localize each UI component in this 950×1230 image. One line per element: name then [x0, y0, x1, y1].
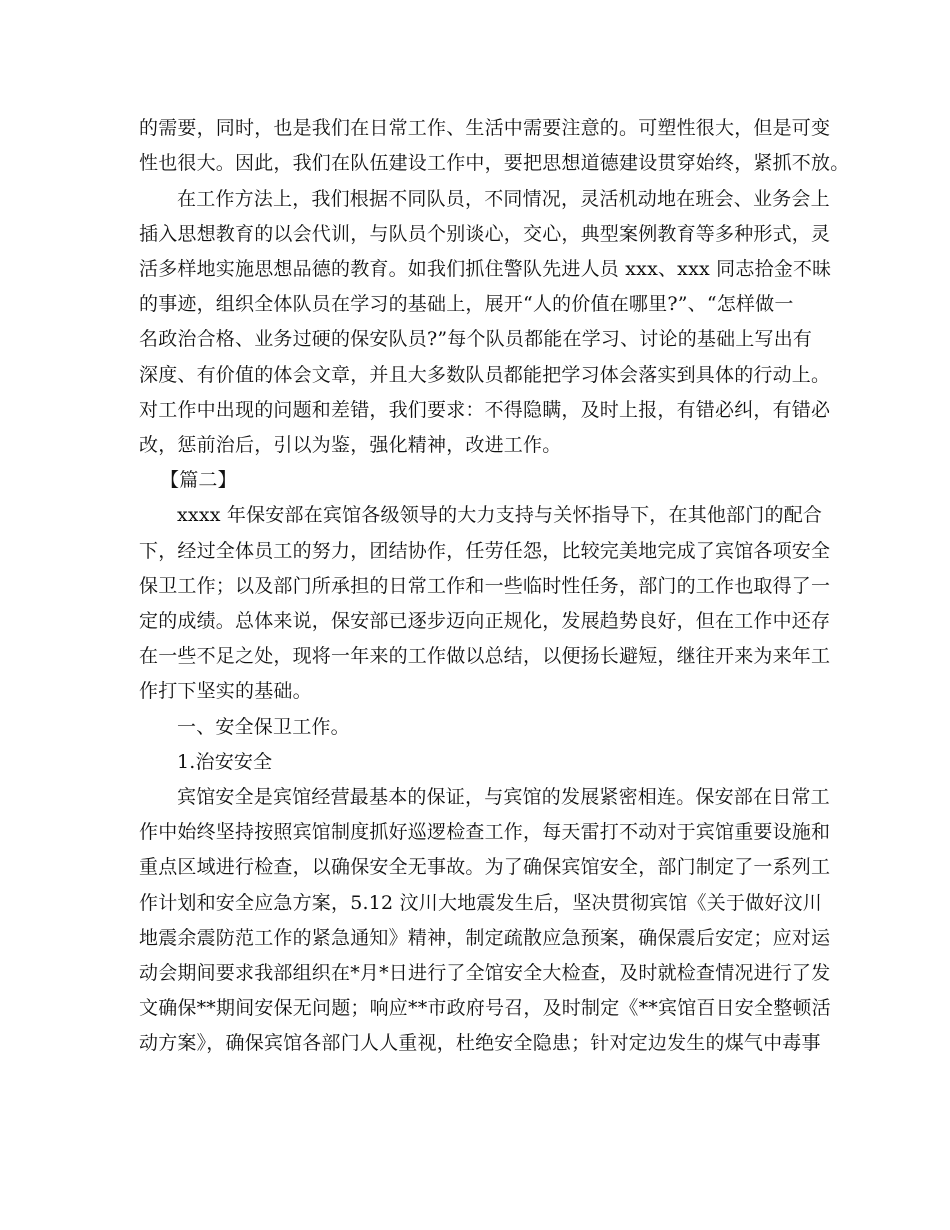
- paragraph-first-line: xxxx 年保安部在宾馆各级领导的大力支持与关怀指导下，在其他部门的配合: [177, 504, 823, 526]
- section-heading: 【篇二】: [160, 469, 237, 491]
- body-line: 定的成绩。总体来说，保安部已逐步迈向正规化，发展趋势良好，但在工作中还存: [139, 610, 831, 632]
- body-line: 名政治合格、业务过硬的保安队员?”每个队员都能在学习、讨论的基础上写出有: [139, 328, 813, 350]
- body-line: 动会期间要求我部组织在*月*日进行了全馆安全大检查，及时就检查情况进行了发: [139, 962, 831, 984]
- body-line: 作打下坚实的基础。: [139, 680, 312, 702]
- body-line: 重点区域进行检查，以确保安全无事故。为了确保宾馆安全，部门制定了一系列工: [139, 856, 831, 878]
- body-line: 文确保**期间安保无问题；响应**市政府号召，及时制定《**宾馆百日安全整顿活: [139, 997, 831, 1019]
- body-line: 的需要，同时，也是我们在日常工作、生活中需要注意的。可塑性很大，但是可变: [139, 117, 831, 139]
- subsection-heading: 一、安全保卫工作。: [177, 716, 350, 738]
- body-line: 在一些不足之处，现将一年来的工作做以总结，以便扬长避短，继往开来为来年工: [139, 645, 831, 667]
- body-line: 作中始终坚持按照宾馆制度抓好巡逻检查工作，每天雷打不动对于宾馆重要设施和: [139, 821, 831, 843]
- body-line: 作计划和安全应急方案，5.12 汶川大地震发生后，坚决贯彻宾馆《关于做好汶川: [139, 892, 822, 914]
- body-line: 活多样地实施思想品德的教育。如我们抓住警队先进人员 xxx、xxx 同志拾金不昧: [139, 258, 832, 280]
- body-line: 下，经过全体员工的努力，团结协作，任劳任怨，比较完美地完成了宾馆各项安全: [139, 540, 831, 562]
- paragraph-first-line: 在工作方法上，我们根据不同队员，不同情况，灵活机动地在班会、业务会上: [177, 188, 830, 210]
- body-line: 插入思想教育的以会代训，与队员个别谈心，交心，典型案例教育等多种形式，灵: [139, 223, 831, 245]
- body-line: 保卫工作；以及部门所承担的日常工作和一些临时性任务，部门的工作也取得了一: [139, 575, 831, 597]
- body-line: 改，惩前治后，引以为鉴，强化精神，改进工作。: [139, 434, 562, 456]
- paragraph-first-line: 宾馆安全是宾馆经营最基本的保证，与宾馆的发展紧密相连。保安部在日常工: [177, 786, 830, 808]
- subsection-heading: 1.治安安全: [177, 751, 273, 773]
- body-line: 动方案》，确保宾馆各部门人人重视，杜绝安全隐患；针对定边发生的煤气中毒事: [139, 1032, 821, 1054]
- body-line: 地震余震防范工作的紧急通知》精神，制定疏散应急预案，确保震后安定；应对运: [139, 927, 831, 949]
- body-line: 性也很大。因此，我们在队伍建设工作中，要把思想道德建设贯穿始终，紧抓不放。: [139, 152, 850, 174]
- body-line: 对工作中出现的问题和差错，我们要求：不得隐瞒，及时上报，有错必纠，有错必: [139, 399, 831, 421]
- body-line: 深度、有价值的体会文章，并且大多数队员都能把学习体会落实到具体的行动上。: [139, 364, 831, 386]
- body-line: 的事迹，组织全体队员在学习的基础上，展开“人的价值在哪里?”、“怎样做一: [139, 293, 794, 315]
